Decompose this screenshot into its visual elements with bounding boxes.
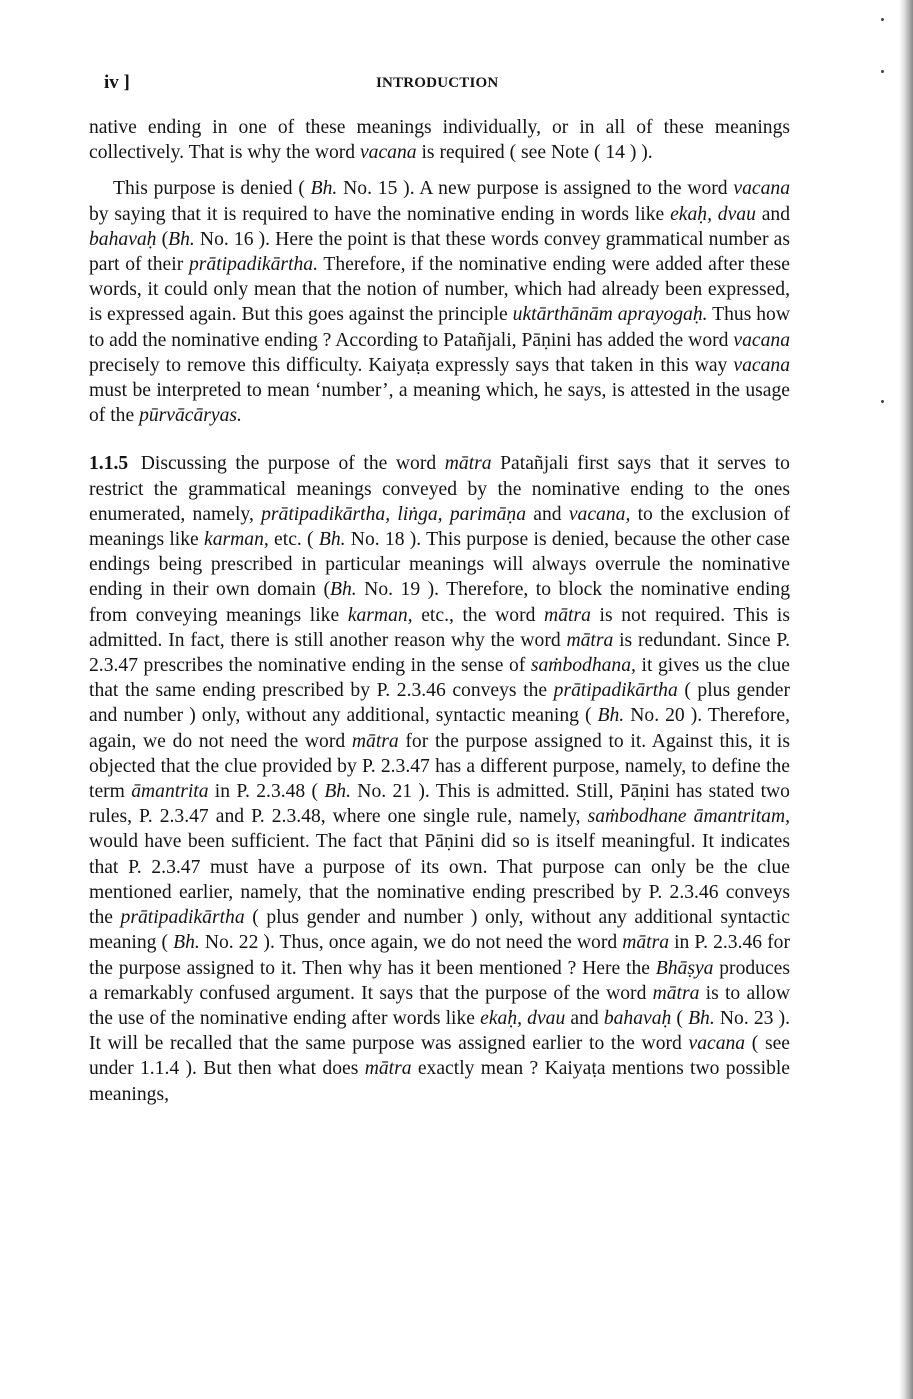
italic-term: vacana xyxy=(688,1033,746,1055)
text-run: must be interpreted to mean ‘number’, a meaning which, he says, is attested in the usage of the xyxy=(89,380,790,427)
text-run: No. 16 ). Here the point is that these words convey grammatical number as part of their xyxy=(89,228,790,276)
italic-term: prātipadikārtha xyxy=(553,680,678,702)
italic-term: pūrvācāryas. xyxy=(139,405,242,427)
text-run: ( xyxy=(671,1007,689,1029)
text-run: No. 20 ). Therefore, again, we do not need the word xyxy=(89,705,790,752)
italic-term: mātra xyxy=(622,932,670,954)
text-run: No. 23 ). It will be recalled that the same purpose was assigned earlier to the word xyxy=(89,1007,791,1055)
italic-term: āmantrita xyxy=(131,781,209,803)
running-head xyxy=(104,72,794,98)
text-run: is redundant. Since P. 2.3.47 prescribes the nominative ending in the sense of xyxy=(89,629,791,677)
text-run: No. 22 ). Thus, once again, we do not need the word xyxy=(199,932,623,954)
text-run: in P. 2.3.46 for the purpose assigned to it. Then why has it been mentioned ? Here the xyxy=(89,932,790,979)
italic-term: mātra xyxy=(566,629,614,651)
scan-speck xyxy=(881,70,884,73)
text-run: exactly mean ? Kaiyaṭa mentions two possible meanings, xyxy=(89,1058,791,1105)
italic-term: vacana xyxy=(359,142,417,164)
italic-term: Bh. xyxy=(173,932,200,954)
italic-term: Bh. xyxy=(597,705,625,727)
chapter-title: INTRODUCTION xyxy=(376,75,499,91)
italic-term: prātipadikārtha xyxy=(120,907,245,929)
text-run: native ending in one of these meanings individually, or in all of these meanings collectively. That is why the word xyxy=(89,117,790,164)
italic-term: bahavaḥ xyxy=(89,228,157,250)
section-number: 1.1.5 xyxy=(89,453,129,475)
text-run: No. 19 ). Therefore, to block the nominative ending from conveying meanings like xyxy=(89,579,790,626)
italic-term: Bhāṣya xyxy=(655,957,714,979)
italic-term: ekaḥ, dvau xyxy=(670,203,756,225)
italic-term: mātra xyxy=(652,982,700,1004)
italic-term: saṁbodhana, xyxy=(530,655,636,677)
text-run: produces a remarkably confused argument. It says that the purpose of the word xyxy=(89,957,790,1004)
italic-term: Bh. xyxy=(168,228,195,250)
italic-term: mātra xyxy=(364,1058,412,1080)
text-run: ( see under 1.1.4 ). But then what does xyxy=(89,1033,790,1080)
text-run: No. 21 ). This is admitted. Still, Pāṇini has stated two rules, P. 2.3.47 and P. 2.3.48, where one single rule, namely, xyxy=(89,781,790,828)
italic-term: karman, xyxy=(204,529,269,551)
text-run: and xyxy=(565,1007,604,1029)
text-run: is required ( see Note ( 14 ) ). xyxy=(416,142,653,164)
paragraph-gap xyxy=(89,165,790,176)
text-run: and xyxy=(755,203,791,225)
italic-term: Bh. xyxy=(688,1007,715,1029)
italic-term: Bh. xyxy=(318,529,346,551)
text-run: for the purpose assigned to it. Against this, it is objected that the clue provided by P. 2.3.47 has a different purpose, namely, to define the term xyxy=(89,730,791,803)
italic-term: Bh. xyxy=(310,178,338,200)
text-run: Patañjali first says that it serves to restrict the grammatical meanings conveyed by the nominative ending to the ones enumerated, namely, xyxy=(89,453,790,525)
italic-term: vacana, xyxy=(568,503,631,525)
italic-term: Bh. xyxy=(324,781,352,803)
italic-term: Bh. xyxy=(330,579,357,601)
section-1-1-5 xyxy=(89,451,790,1106)
italic-term: vacana xyxy=(733,329,790,351)
text-run: Therefore, if the nominative ending were added after these words, it could only mean that the notion of number, which had already been expressed, is expressed again. But this goes against the principle xyxy=(89,254,790,326)
text-run: would have been sufficient. The fact that Pāṇini did so is itself meaningful. It indicates that P. 2.3.47 must have a purpose of its own. That purpose can only be the clue mentioned earlier, namely, that the nominative ending prescribed by P. 2.3.46 conveys the xyxy=(89,831,790,929)
text-run: to the exclusion of meanings like xyxy=(89,503,790,551)
italic-term: ekaḥ, dvau xyxy=(480,1007,566,1029)
text-run: it gives us the clue that the same ending prescribed by P. 2.3.46 conveys the xyxy=(89,655,791,702)
text-run: etc., the word xyxy=(412,604,545,626)
italic-term: mātra xyxy=(544,604,591,626)
italic-term: vacana xyxy=(733,354,790,376)
page-number: iv ] xyxy=(104,72,130,93)
paragraph-1 xyxy=(89,115,790,165)
paragraph-2 xyxy=(89,176,790,428)
text-run: ( xyxy=(156,228,169,250)
text-run: etc. ( xyxy=(268,529,319,551)
italic-term: bahavaḥ xyxy=(603,1007,672,1029)
italic-term: prātipadikārtha, liṅga, parimāṇa xyxy=(261,503,527,525)
text-run: by saying that it is required to have the nominative ending in words like xyxy=(89,203,671,225)
text-run: precisely to remove this difficulty. Kaiyaṭa expressly says that taken in this way xyxy=(89,354,734,376)
italic-term: prātipadikārtha. xyxy=(188,254,318,276)
text-run: ( plus gender and number ) only, without any additional, syntactic meaning ( xyxy=(89,680,790,727)
body-text xyxy=(89,115,790,1107)
text-run: No. 18 ). This purpose is denied, because the other case endings being prescribed in particular meanings will always overrule the nominative ending in their own domain ( xyxy=(89,529,790,601)
italic-term: vacana xyxy=(733,178,790,200)
italic-term: saṁbodhane āmantritam, xyxy=(587,806,791,828)
italic-term: karman, xyxy=(347,604,413,626)
text-run: and xyxy=(526,503,569,525)
text-run: Discussing the purpose of the word xyxy=(132,453,445,475)
text-run: Thus how to add the nominative ending ? According to Patañjali, Pāṇini has added the word xyxy=(89,304,790,351)
italic-term: mātra xyxy=(351,730,399,752)
paragraph-gap xyxy=(89,428,790,451)
scan-speck xyxy=(881,18,884,21)
text-run: is not required. This is admitted. In fact, there is still another reason why the word xyxy=(89,604,790,651)
italic-term: mātra xyxy=(444,453,492,475)
scan-speck xyxy=(881,400,884,403)
text-run: is to allow the use of the nominative ending after words like xyxy=(89,982,790,1029)
text-run: in P. 2.3.48 ( xyxy=(208,781,325,803)
scan-edge-shadow xyxy=(899,0,913,1399)
text-run: This purpose is denied ( xyxy=(113,178,311,200)
text-run: No. 15 ). A new purpose is assigned to the word xyxy=(337,178,734,200)
text-run: ( plus gender and number ) only, without any additional syntactic meaning ( xyxy=(89,907,790,954)
italic-term: uktārthānām aprayogaḥ. xyxy=(512,304,708,326)
